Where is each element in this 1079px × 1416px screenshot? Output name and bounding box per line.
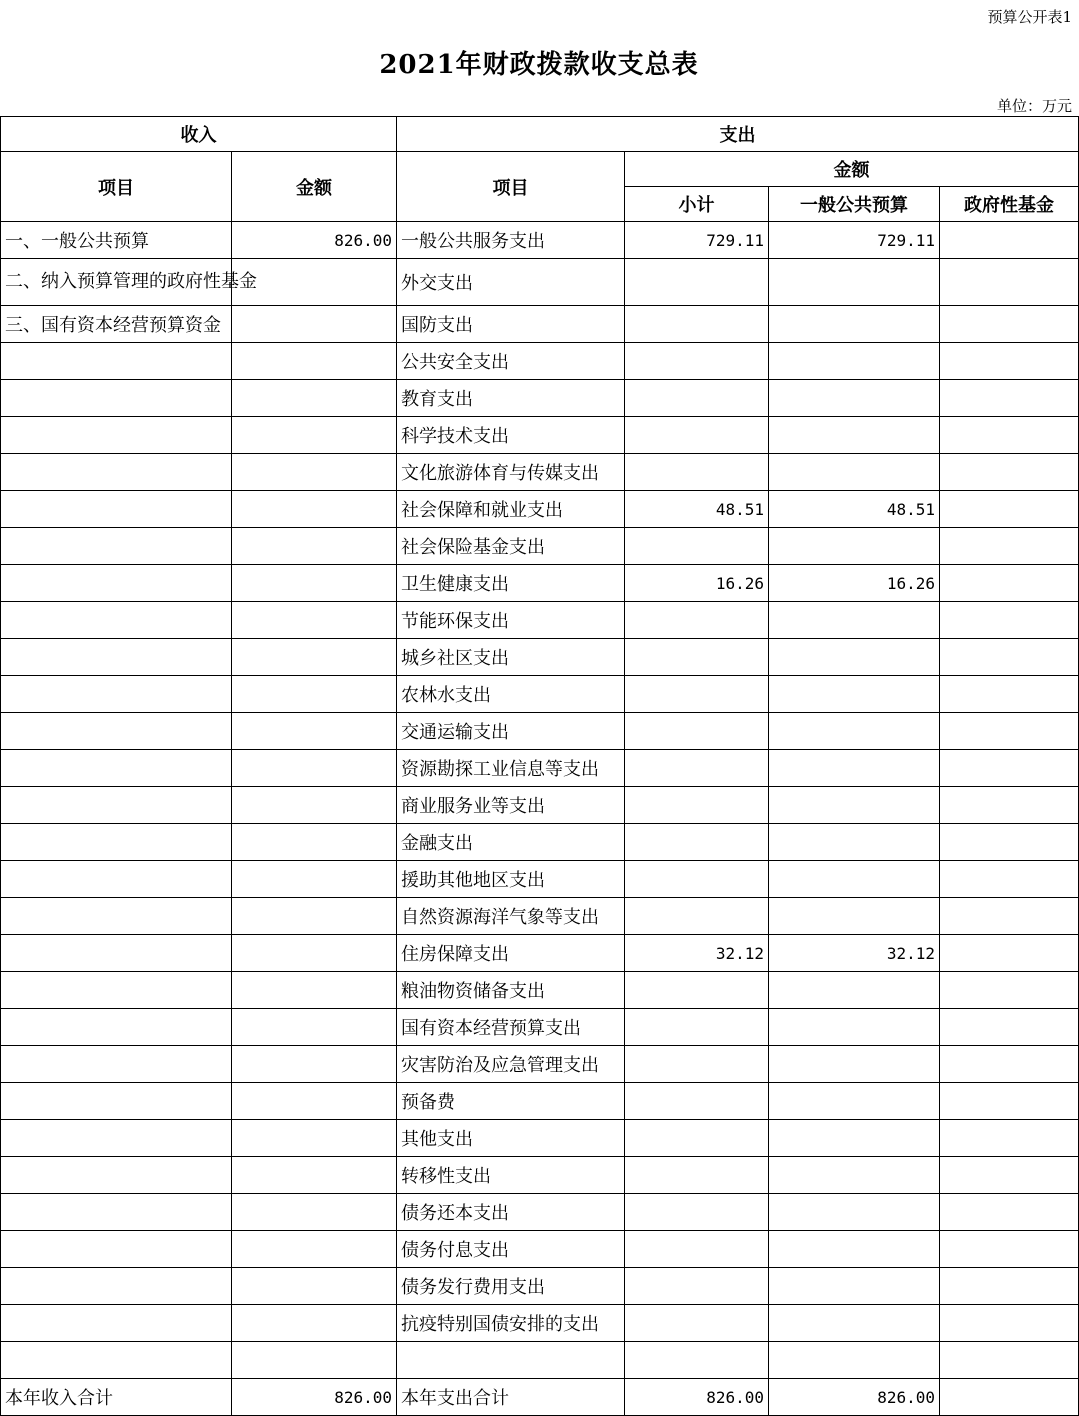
expense-amount-header: 金额 [625,152,1079,187]
table-row [1,1379,1079,1416]
table-row [1,1083,1079,1120]
subtotal-cell [625,639,769,676]
income-amount-cell [232,824,397,861]
page-title: 2021年财政拨款收支总表 [379,50,699,80]
gov-fund-cell [940,1083,1079,1120]
gov-fund-cell [940,1342,1079,1379]
income-item-cell [1,602,232,639]
income-amount-cell [232,713,397,750]
gov-fund-cell [940,222,1079,259]
general-budget-cell [769,898,940,935]
table-row [1,972,1079,1009]
gov-fund-cell [940,1305,1079,1342]
gov-fund-cell [940,491,1079,528]
budget-table [0,116,1079,1416]
table-row [1,1305,1079,1342]
subtotal-cell [625,1268,769,1305]
income-amount-cell [232,1046,397,1083]
subtotal-cell [625,1342,769,1379]
expense-item-cell: 资源勘探工业信息等支出 [397,750,625,787]
general-budget-cell [769,1231,940,1268]
subtotal-cell [625,1305,769,1342]
general-budget-cell [769,454,940,491]
general-budget-cell [769,639,940,676]
income-item-cell: 一、一般公共预算 [1,222,232,259]
income-item-cell: 二、纳入预算管理的政府性基金 [1,259,232,306]
income-item-cell [1,1157,232,1194]
table-row [1,1194,1079,1231]
income-item-cell: 三、国有资本经营预算资金 [1,306,232,343]
general-budget-cell [769,750,940,787]
income-item-cell [1,676,232,713]
income-item-cell [1,861,232,898]
expense-item-cell: 援助其他地区支出 [397,861,625,898]
income-item-cell [1,713,232,750]
general-budget-cell [769,1009,940,1046]
gov-fund-cell [940,1231,1079,1268]
expense-item-cell: 农林水支出 [397,676,625,713]
table-row [1,861,1079,898]
expense-item-cell: 商业服务业等支出 [397,787,625,824]
subtotal-cell [625,602,769,639]
expense-item-cell: 粮油物资储备支出 [397,972,625,1009]
expense-item-cell: 国防支出 [397,306,625,343]
general-budget-cell: 729.11 [769,222,940,259]
expense-item-cell: 交通运输支出 [397,713,625,750]
subtotal-cell [625,898,769,935]
income-item-cell [1,824,232,861]
table-row [1,1009,1079,1046]
expense-item-cell: 社会保障和就业支出 [397,491,625,528]
general-budget-cell [769,380,940,417]
subtotal-cell [625,259,769,306]
table-row [1,1120,1079,1157]
income-amount-cell [232,787,397,824]
gov-fund-cell [940,528,1079,565]
expense-item-cell: 债务付息支出 [397,1231,625,1268]
income-item-cell [1,1268,232,1305]
subtotal-cell [625,1083,769,1120]
income-amount-cell [232,935,397,972]
expense-item-cell: 教育支出 [397,380,625,417]
subtotal-cell: 16.26 [625,565,769,602]
gov-fund-cell [940,1120,1079,1157]
subtotal-cell [625,676,769,713]
expense-item-cell: 住房保障支出 [397,935,625,972]
subtotal-cell [625,787,769,824]
subtotal-cell [625,750,769,787]
gov-fund-cell [940,713,1079,750]
income-item-header: 项目 [1,152,232,222]
gov-fund-cell [940,787,1079,824]
general-budget-cell: 32.12 [769,935,940,972]
income-item-cell [1,972,232,1009]
table-row [1,787,1079,824]
subtotal-cell [625,713,769,750]
general-budget-cell: 48.51 [769,491,940,528]
subtotal-cell [625,306,769,343]
subtotal-cell [625,1157,769,1194]
income-amount-cell [232,750,397,787]
expense-item-header: 项目 [397,152,625,222]
income-item-cell [1,380,232,417]
subtotal-cell: 32.12 [625,935,769,972]
income-item-cell [1,1120,232,1157]
subtotal-header: 小计 [625,187,769,222]
subtotal-cell [625,861,769,898]
expense-item-cell: 其他支出 [397,1120,625,1157]
table-row [1,1157,1079,1194]
subtotal-cell [625,454,769,491]
general-budget-cell [769,343,940,380]
income-amount-cell [232,528,397,565]
income-item-cell [1,1231,232,1268]
income-item-cell [1,1305,232,1342]
income-item-cell [1,491,232,528]
income-amount-cell [232,1120,397,1157]
general-budget-cell [769,1083,940,1120]
gov-fund-cell [940,454,1079,491]
general-budget-cell [769,306,940,343]
gov-fund-header: 政府性基金 [940,187,1079,222]
income-amount-cell [232,602,397,639]
table-row [1,222,1079,259]
gov-fund-cell [940,1268,1079,1305]
table-row [1,454,1079,491]
income-item-cell [1,639,232,676]
expense-item-cell: 债务发行费用支出 [397,1268,625,1305]
income-item-cell [1,417,232,454]
general-budget-header: 一般公共预算 [769,187,940,222]
income-amount-cell [232,1083,397,1120]
general-budget-cell [769,787,940,824]
expense-item-cell: 文化旅游体育与传媒支出 [397,454,625,491]
subtotal-cell: 48.51 [625,491,769,528]
general-budget-cell [769,1157,940,1194]
income-item-cell [1,565,232,602]
gov-fund-cell [940,1379,1079,1416]
expense-item-cell: 卫生健康支出 [397,565,625,602]
subtotal-cell [625,1046,769,1083]
income-amount-cell [232,898,397,935]
income-amount-cell [232,380,397,417]
income-amount-cell [232,306,397,343]
table-row [1,491,1079,528]
gov-fund-cell [940,417,1079,454]
table-row [1,1046,1079,1083]
gov-fund-cell [940,935,1079,972]
subtotal-cell [625,528,769,565]
subtotal-cell: 729.11 [625,222,769,259]
subtotal-cell [625,417,769,454]
table-row [1,602,1079,639]
expense-item-cell: 自然资源海洋气象等支出 [397,898,625,935]
expense-item-cell: 预备费 [397,1083,625,1120]
income-amount-cell [232,454,397,491]
subtotal-cell [625,1009,769,1046]
income-amount-cell [232,972,397,1009]
income-item-cell [1,1083,232,1120]
expense-item-cell: 债务还本支出 [397,1194,625,1231]
income-item-cell [1,343,232,380]
subtotal-cell [625,380,769,417]
income-item-cell [1,1046,232,1083]
general-budget-cell [769,1268,940,1305]
income-amount-cell [232,491,397,528]
income-amount-cell [232,1305,397,1342]
general-budget-cell [769,972,940,1009]
table-row [1,306,1079,343]
income-amount-cell [232,1009,397,1046]
expense-item-cell: 金融支出 [397,824,625,861]
gov-fund-cell [940,639,1079,676]
income-item-cell [1,1194,232,1231]
subtotal-cell [625,972,769,1009]
table-row [1,1268,1079,1305]
general-budget-cell [769,1305,940,1342]
gov-fund-cell [940,1009,1079,1046]
income-amount-cell [232,639,397,676]
general-budget-cell [769,713,940,750]
income-amount-cell [232,861,397,898]
expense-item-cell: 公共安全支出 [397,343,625,380]
income-item-cell [1,750,232,787]
table-row [1,824,1079,861]
general-budget-cell [769,259,940,306]
income-amount-cell [232,1231,397,1268]
expense-item-cell [397,1342,625,1379]
form-number: 预算公开表1 [987,8,1072,26]
expense-item-cell: 科学技术支出 [397,417,625,454]
general-budget-cell [769,1046,940,1083]
expense-item-cell: 外交支出 [397,259,625,306]
table-row [1,528,1079,565]
gov-fund-cell [940,824,1079,861]
expense-item-cell: 社会保险基金支出 [397,528,625,565]
general-budget-cell [769,417,940,454]
gov-fund-cell [940,898,1079,935]
unit-label: 单位：万元 [996,97,1072,115]
income-amount-cell [232,343,397,380]
general-budget-cell [769,1342,940,1379]
income-item-cell [1,454,232,491]
income-amount-cell [232,565,397,602]
income-amount-cell [232,1157,397,1194]
table-row [1,1342,1079,1379]
general-budget-cell: 16.26 [769,565,940,602]
subtotal-cell: 826.00 [625,1379,769,1416]
general-budget-cell [769,824,940,861]
income-amount-cell [232,676,397,713]
gov-fund-cell [940,750,1079,787]
gov-fund-cell [940,306,1079,343]
table-row [1,259,1079,306]
table-row [1,343,1079,380]
expense-item-cell: 灾害防治及应急管理支出 [397,1046,625,1083]
expense-item-cell: 节能环保支出 [397,602,625,639]
general-budget-cell: 826.00 [769,1379,940,1416]
subtotal-cell [625,343,769,380]
general-budget-cell [769,1120,940,1157]
expense-item-cell: 一般公共服务支出 [397,222,625,259]
table-row [1,713,1079,750]
gov-fund-cell [940,565,1079,602]
table-row [1,898,1079,935]
gov-fund-cell [940,861,1079,898]
income-item-cell [1,935,232,972]
expense-item-cell: 转移性支出 [397,1157,625,1194]
income-amount-cell [232,1342,397,1379]
income-item-cell [1,1342,232,1379]
table-row [1,565,1079,602]
gov-fund-cell [940,259,1079,306]
table-row [1,417,1079,454]
general-budget-cell [769,861,940,898]
gov-fund-cell [940,1157,1079,1194]
table-row [1,935,1079,972]
general-budget-cell [769,676,940,713]
income-amount-cell [232,417,397,454]
subtotal-cell [625,1231,769,1268]
income-amount-cell: 826.00 [232,1379,397,1416]
expense-item-cell: 抗疫特别国债安排的支出 [397,1305,625,1342]
table-row [1,380,1079,417]
income-amount-cell [232,1194,397,1231]
income-header: 收入 [1,117,397,152]
table-row [1,639,1079,676]
table-row [1,750,1079,787]
expense-item-cell: 城乡社区支出 [397,639,625,676]
income-amount-header: 金额 [232,152,397,222]
general-budget-cell [769,528,940,565]
table-row [1,1231,1079,1268]
expense-header: 支出 [397,117,1079,152]
gov-fund-cell [940,380,1079,417]
income-item-cell: 本年收入合计 [1,1379,232,1416]
general-budget-cell [769,1194,940,1231]
income-item-cell [1,787,232,824]
general-budget-cell [769,602,940,639]
gov-fund-cell [940,343,1079,380]
gov-fund-cell [940,676,1079,713]
income-item-cell [1,898,232,935]
income-amount-cell: 826.00 [232,222,397,259]
gov-fund-cell [940,1194,1079,1231]
gov-fund-cell [940,1046,1079,1083]
table-row [1,676,1079,713]
expense-item-cell: 本年支出合计 [397,1379,625,1416]
subtotal-cell [625,1120,769,1157]
income-amount-cell [232,1268,397,1305]
gov-fund-cell [940,972,1079,1009]
subtotal-cell [625,824,769,861]
subtotal-cell [625,1194,769,1231]
income-item-cell [1,528,232,565]
expense-item-cell: 国有资本经营预算支出 [397,1009,625,1046]
income-item-cell [1,1009,232,1046]
gov-fund-cell [940,602,1079,639]
